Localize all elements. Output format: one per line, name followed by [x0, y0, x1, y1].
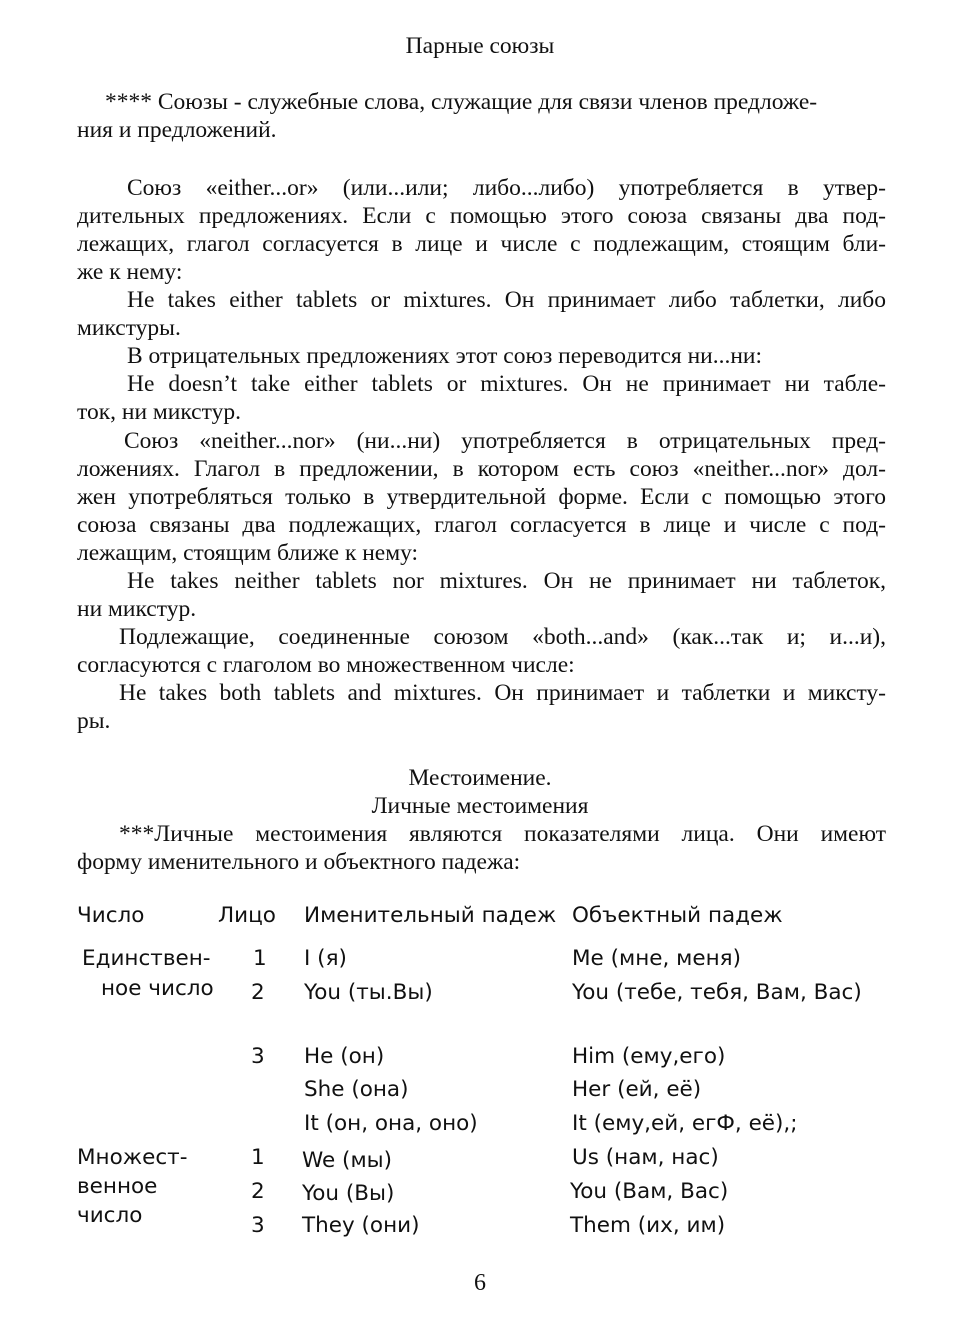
number-label: ное число	[101, 976, 214, 1001]
number-label: Единствен-	[82, 946, 211, 971]
nominative-pronoun: They (они)	[302, 1213, 420, 1238]
objective-pronoun: Them (их, им)	[570, 1213, 726, 1238]
body-line: ни микстур.	[77, 596, 197, 622]
body-line: Союз «neither...nor» (ни...ни) употребляется в отрицательных пред-	[124, 428, 886, 454]
number-label: венное	[77, 1174, 158, 1199]
person-number: 2	[251, 980, 265, 1005]
table-header-number: Число	[77, 903, 145, 928]
body-line: ры.	[77, 708, 111, 734]
body-line: же к нему:	[77, 259, 183, 285]
body-line: жен употребляться только в утвердительной форме. Если с помощью этого	[77, 484, 886, 510]
body-line: лежащим, стоящим ближе к нему:	[77, 540, 419, 566]
number-label: число	[77, 1203, 143, 1228]
objective-pronoun: You (Вам, Вас)	[570, 1179, 729, 1204]
person-number: 2	[251, 1179, 265, 1204]
page-number: 6	[474, 1270, 486, 1296]
example-line: He takes neither tablets nor mixtures. Он не принимает ни таблеток,	[127, 568, 886, 594]
nominative-pronoun: It (он, она, оно)	[304, 1111, 478, 1136]
nominative-pronoun: We (мы)	[302, 1148, 393, 1173]
person-number: 1	[251, 1145, 265, 1170]
example-line: He doesn’t take either tablets or mixtures. Он не принимает ни табле-	[127, 371, 886, 397]
objective-pronoun: Me (мне, меня)	[572, 946, 741, 971]
intro-line-1: **** Союзы - служебные слова, служащие для связи членов предложе-	[105, 89, 818, 115]
body-line: Союз «either...or» (или...или; либо...либо) употребляется в утвер-	[127, 175, 886, 201]
section-intro-line: ***Личные местоимения являются показателями лица. Они имеют	[119, 821, 886, 847]
intro-line-2: ния и предложений.	[77, 117, 277, 143]
body-line: согласуются с глаголом во множественном числе:	[77, 652, 575, 678]
body-line: ток, ни микстур.	[77, 399, 241, 425]
table-header-objective: Объектный падеж	[572, 903, 783, 928]
body-line: В отрицательных предложениях этот союз переводится ни...ни:	[127, 343, 763, 369]
nominative-pronoun: You (Вы)	[302, 1181, 395, 1206]
objective-pronoun: You (тебе, тебя, Вам, Вас)	[572, 980, 862, 1005]
body-line: союза связаны два подлежащих, глагол согласуется в лице и числе с под-	[77, 512, 886, 538]
person-number: 3	[251, 1213, 265, 1238]
body-line: Подлежащие, соединенные союзом «both...and» (как...так и; и...и),	[119, 624, 886, 650]
body-line: ложениях. Глагол в предложении, в котором есть союз «neither...nor» дол-	[77, 456, 886, 482]
person-number: 1	[253, 946, 267, 971]
section-title: Местоимение.	[408, 765, 552, 791]
nominative-pronoun: I (я)	[304, 946, 347, 971]
nominative-pronoun: He (он)	[304, 1044, 385, 1069]
section-intro-line: форму именительного и объектного падежа:	[77, 849, 521, 875]
body-line: микстуры.	[77, 315, 181, 341]
objective-pronoun: It (ему,ей, егФ, её),;	[572, 1111, 798, 1136]
table-header-person: Лицо	[218, 903, 276, 928]
objective-pronoun: Us (нам, нас)	[572, 1145, 719, 1170]
person-number: 3	[251, 1044, 265, 1069]
section-subtitle: Личные местоимения	[371, 793, 589, 819]
example-line: He takes either tablets or mixtures. Он принимает либо таблетки, либо	[127, 287, 886, 313]
body-line: лежащих, глагол согласуется в лице и числе с подлежащим, стоящим бли-	[77, 231, 886, 257]
table-header-nominative: Именительный падеж	[304, 903, 557, 928]
body-line: дительных предложениях. Если с помощью этого союза связаны два под-	[77, 203, 886, 229]
nominative-pronoun: She (она)	[304, 1077, 409, 1102]
example-line: He takes both tablets and mixtures. Он принимает и таблетки и миксту-	[119, 680, 886, 706]
objective-pronoun: Him (ему,его)	[572, 1044, 726, 1069]
number-label: Множест-	[77, 1145, 188, 1170]
objective-pronoun: Her (ей, её)	[572, 1077, 702, 1102]
page-title: Парные союзы	[405, 33, 555, 59]
nominative-pronoun: You (ты.Вы)	[304, 980, 433, 1005]
